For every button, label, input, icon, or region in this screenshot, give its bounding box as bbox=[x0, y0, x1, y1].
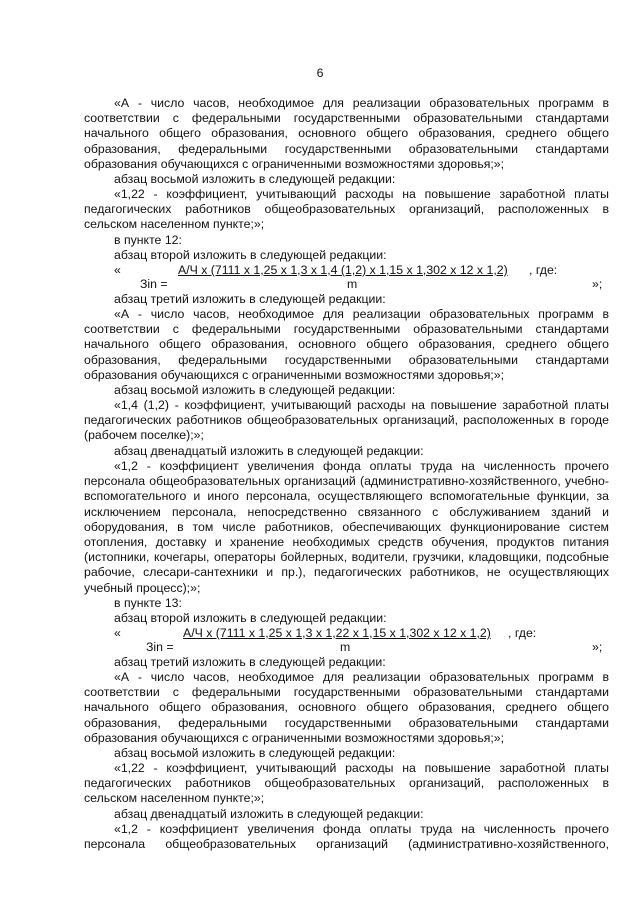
formula-where: , где: bbox=[508, 626, 537, 640]
paragraph-a-hours-1 bbox=[84, 96, 609, 172]
formula-close: »; bbox=[592, 277, 603, 291]
formula-open-quote: « bbox=[114, 626, 121, 640]
paragraph-instruction: абзац двенадцатый изложить в следующей редакции: bbox=[114, 807, 424, 821]
paragraph-instruction: абзац третий изложить в следующей редакции: bbox=[114, 292, 386, 306]
paragraph-instruction: абзац двенадцатый изложить в следующей редакции: bbox=[114, 444, 424, 458]
page-number: 6 bbox=[316, 66, 324, 80]
paragraph-coefficient-1-2-staff-1 bbox=[84, 459, 609, 596]
paragraph-point-12: в пункте 12: bbox=[114, 233, 182, 247]
paragraph-instruction: абзац восьмой изложить в следующей редакции: bbox=[114, 172, 396, 186]
paragraph-text: «А - число часов, необходимое для реализации образовательных программ в соответствии с федеральными государственными образовательными стандартами начального общего образования, основного общего образования, среднего общего образования, федеральными государственными образовательными стандартами образования обучающихся с ограниченными возможностями здоровья;»; bbox=[84, 96, 609, 171]
paragraph-a-hours-2 bbox=[84, 307, 609, 383]
paragraph-instruction: абзац восьмой изложить в следующей редакции: bbox=[114, 383, 396, 397]
paragraph-text: «1,4 (1,2) - коэффициент, учитывающий расходы на повышение заработной платы педагогических работников общеобразовательных организаций, расположенных в городе (рабочем поселке);»; bbox=[84, 398, 609, 443]
formula-numerator: А/Ч x (7111 x 1,25 x 1,3 x 1,4 (1,2) x 1,15 x 1,302 x 12 x 1,2) bbox=[178, 263, 508, 277]
paragraph-text: «А - число часов, необходимое для реализации образовательных программ в соответствии с федеральными государственными образовательными стандартами начального общего образования, основного общего образования, среднего общего образования, федеральными государственными образовательными стандартами образования обучающихся с ограниченными возможностями здоровья;»; bbox=[84, 307, 609, 382]
paragraph-text: «1,22 - коэффициент, учитывающий расходы на повышение заработной платы педагогических работников общеобразовательных организаций, расположенных в сельском населенном пункте;»; bbox=[84, 187, 609, 232]
paragraph-a-hours-3 bbox=[84, 670, 609, 746]
formula-denominator: m bbox=[340, 640, 351, 654]
formula-numerator: А/Ч x (7111 x 1,25 x 1,3 x 1,22 x 1,15 x 1,302 x 12 x 1,2) bbox=[183, 626, 491, 640]
paragraph-coefficient-1-22 bbox=[84, 187, 609, 233]
formula-open-quote: « bbox=[114, 263, 121, 277]
formula-lhs: Зin = bbox=[146, 640, 174, 654]
paragraph-coefficient-1-4 bbox=[84, 398, 609, 444]
formula-denominator: m bbox=[347, 277, 358, 291]
paragraph-text: «А - число часов, необходимое для реализации образовательных программ в соответствии с федеральными государственными образовательными стандартами начального общего образования, основного общего образования, среднего общего образования, федеральными государственными образовательными стандартами образования обучающихся с ограниченными возможностями здоровья;»; bbox=[84, 670, 609, 745]
paragraph-instruction: абзац третий изложить в следующей редакции: bbox=[114, 655, 386, 669]
paragraph-coefficient-1-2-staff-2 bbox=[84, 822, 609, 852]
paragraph-instruction: абзац второй изложить в следующей редакции: bbox=[114, 248, 387, 262]
formula-where: , где: bbox=[529, 263, 558, 277]
paragraph-text: «1,2 - коэффициент увеличения фонда оплаты труда на численность прочего персонала общеобразовательных организаций (административно-хозяйственного, bbox=[84, 822, 609, 852]
paragraph-text: «1,22 - коэффициент, учитывающий расходы на повышение заработной платы педагогических работников общеобразовательных организаций, расположенных в сельском населенном пункте;»; bbox=[84, 761, 609, 806]
paragraph-text: «1,2 - коэффициент увеличения фонда оплаты труда на численность прочего персонала общеобразовательных организаций (административно-хозяйственного, учебно-вспомогательного и иного персонала, осуществляющего вспомогательные функции, за исключением персонала, непосредственно связанного с обслуживанием зданий и оборудования, в том числе работников, обеспечивающих функционирование систем отопления, доставку и хранение необходимых средств обучения, продуктов питания (истопники, кочегары, операторы бойлерных, водители, грузчики, кладовщики, подсобные рабочие, слесари-сантехники и пр.), педагогических работников, не осуществляющих учебный процесс);»; bbox=[84, 459, 609, 595]
paragraph-instruction: абзац восьмой изложить в следующей редакции: bbox=[114, 746, 396, 760]
paragraph-instruction: абзац второй изложить в следующей редакции: bbox=[114, 611, 387, 625]
paragraph-coefficient-1-22-b bbox=[84, 761, 609, 807]
formula-close: »; bbox=[592, 640, 603, 654]
paragraph-point-13: в пункте 13: bbox=[114, 596, 182, 610]
formula-lhs: Зin = bbox=[140, 277, 168, 291]
